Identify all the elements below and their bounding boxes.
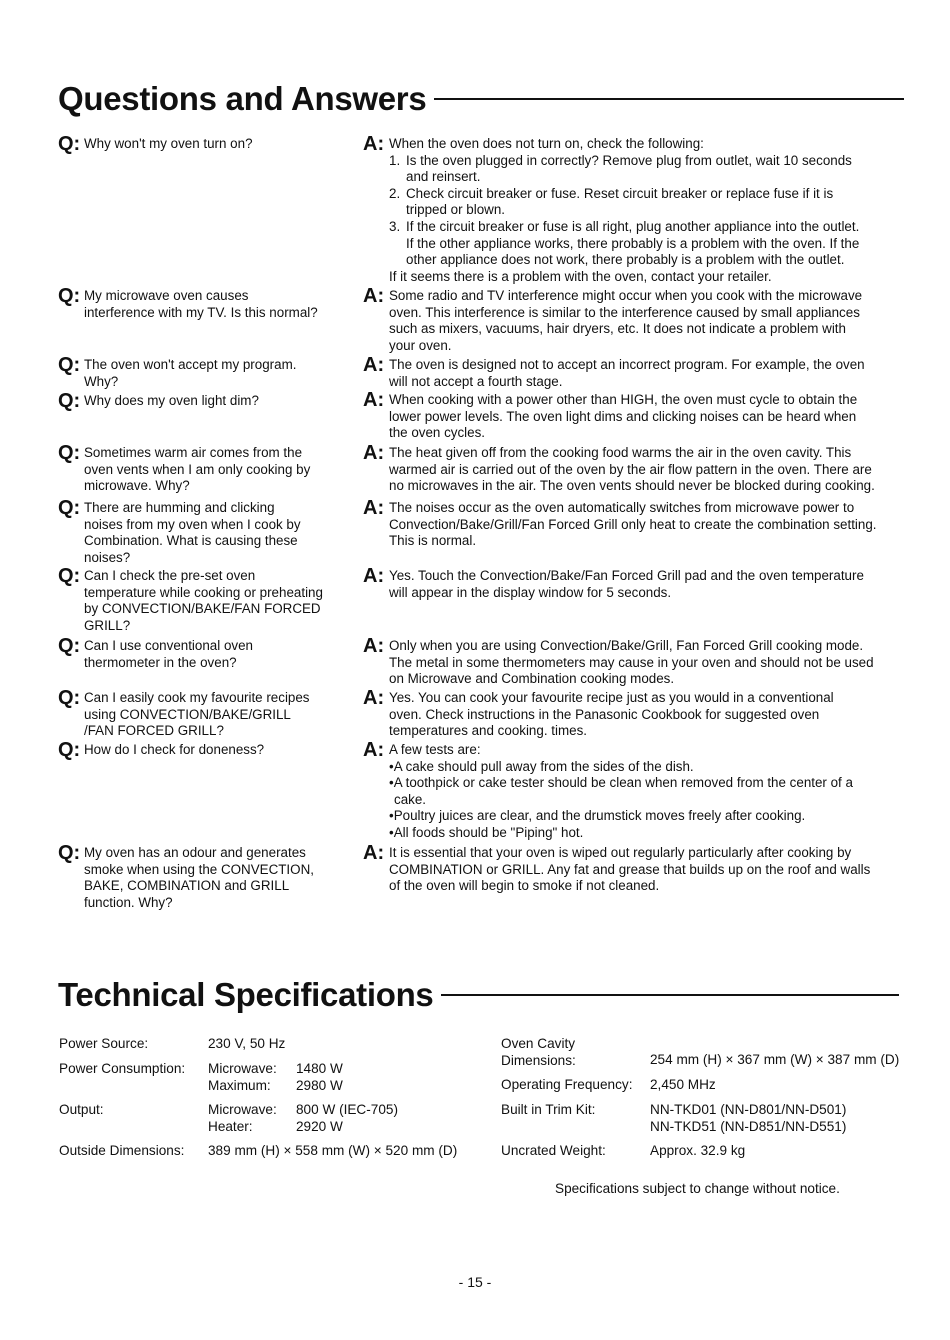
question-11 (58, 842, 358, 911)
answer-2 (363, 285, 923, 354)
answer-8-text: Only when you are using Convection/Bake/Grill, Fan Forced Grill cooking mode. The metal in some thermometers may cause in your oven and should not be used on Microwave and Combination cooking modes. (389, 638, 874, 687)
answer-5 (363, 442, 923, 495)
question-5-text: Sometimes warm air comes from the oven vents when I am only cooking by microwave. Why? (84, 445, 311, 494)
spec-label: Built in Trim Kit: (501, 1102, 596, 1117)
answer-11 (363, 842, 923, 895)
a-mark: A: (363, 442, 385, 464)
question-11-text: My oven has an odour and generates smoke when using the CONVECTION, BAKE, COMBINATION and GRILL function. Why? (84, 845, 314, 910)
spec-value: 254 mm (H) × 367 mm (W) × 387 mm (D) (650, 1052, 900, 1067)
answer-8 (363, 635, 923, 688)
answer-9-text: Yes. You can cook your favourite recipe just as you would in a conventional oven. Check instructions in the Panasonic Cookbook for suggested oven temperatures and cooking. times. (389, 690, 834, 739)
a-mark: A: (363, 635, 385, 657)
answer-5-text: The heat given off from the cooking food warms the air in the oven cavity. This warmed air is carried out of the oven by the air flow pattern in the oven. There are no microwaves in the air. The oven vents should never be blocked during cooking. (389, 445, 875, 494)
q-mark: Q: (58, 497, 81, 519)
question-4 (58, 390, 358, 412)
answer-10-text: A few tests are: •A cake should pull away from the sides of the dish. •A toothpick or cake tester should be clean when removed from the center of a cake. •Poultry juices are clear, and the drumstick moves freely after cooking. •All foods should be "Piping" hot. (389, 742, 923, 842)
checklist-item: 3. If the circuit breaker or fuse is all right, plug another appliance into the outlet. If the other appliance works, there probably is a problem with the oven. If the other appliance does not work, there probably is a problem with the outlet. (389, 218, 860, 268)
a-mark: A: (363, 389, 385, 411)
question-2-text: My microwave oven causes interference with my TV. Is this normal? (84, 288, 318, 320)
q-mark: Q: (58, 842, 81, 864)
answer-1-checklist (389, 153, 923, 269)
q-mark: Q: (58, 390, 81, 412)
a-mark: A: (363, 842, 385, 864)
spec-value: 1480 W 2980 W (296, 1061, 343, 1093)
specs-section-title (58, 976, 899, 1014)
a-mark: A: (363, 739, 385, 761)
answer-1-intro: When the oven does not turn on, check the following: (389, 136, 704, 151)
question-6-text: There are humming and clicking noises from my oven when I cook by Combination. What is causing these noises? (84, 500, 301, 565)
bullet-item: •A cake should pull away from the sides of the dish. (389, 758, 694, 774)
q-mark: Q: (58, 687, 81, 709)
question-1-text: Why won't my oven turn on? (84, 136, 253, 151)
answer-11-text: It is essential that your oven is wiped out regularly particularly after cooking by COMBINATION or GRILL. Any fat and grease that builds up on the roof and walls of the oven will begin to smoke if not cleaned. (389, 845, 871, 894)
specs-title-text: Technical Specifications (58, 976, 434, 1013)
answer-4 (363, 389, 923, 442)
bullet-item: •Poultry juices are clear, and the drumstick moves freely after cooking. (389, 808, 806, 824)
a-mark: A: (363, 133, 385, 155)
spec-value: 800 W (IEC-705) 2920 W (296, 1102, 398, 1134)
spec-label: Uncrated Weight: (501, 1143, 606, 1158)
answer-7-text: Yes. Touch the Convection/Bake/Fan Forced Grill pad and the oven temperature will appear in the display window for 5 seconds. (389, 568, 864, 600)
spec-value: Approx. 32.9 kg (650, 1143, 746, 1158)
a-mark: A: (363, 285, 385, 307)
q-mark: Q: (58, 285, 81, 307)
question-10-text: How do I check for doneness? (84, 742, 265, 757)
answer-2-text: Some radio and TV interference might occur when you cook with the microwave oven. This interference is similar to the interference caused by small appliances such as mixers, vacuums, hair dryers, etc. It does not indicate a problem with your oven. (389, 288, 863, 353)
spec-subnames: Microwave: Maximum: (208, 1061, 277, 1093)
question-7 (58, 565, 358, 634)
a-mark: A: (363, 687, 385, 709)
question-3 (58, 354, 358, 390)
spec-subnames: Microwave: Heater: (208, 1102, 277, 1134)
bullet-item: •All foods should be "Piping" hot. (389, 824, 584, 840)
q-mark: Q: (58, 133, 81, 155)
qa-title-rule (434, 98, 904, 100)
spec-label: Power Source: (59, 1036, 149, 1051)
spec-value: 389 mm (H) × 558 mm (W) × 520 mm (D) (208, 1143, 458, 1158)
spec-label: Oven Cavity Dimensions: (501, 1036, 576, 1068)
q-mark: Q: (58, 442, 81, 464)
a-mark: A: (363, 497, 385, 519)
question-4-text: Why does my oven light dim? (84, 393, 259, 408)
answer-1-outro: If it seems there is a problem with the oven, contact your retailer. (389, 268, 772, 284)
answer-3-text: The oven is designed not to accept an incorrect program. For example, the oven will not accept a fourth stage. (389, 357, 865, 389)
question-10 (58, 739, 358, 761)
checklist-item: 2. Check circuit breaker or fuse. Reset circuit breaker or replace fuse if it is tripped or blown. (389, 185, 834, 218)
qa-title-text: Questions and Answers (58, 80, 427, 117)
spec-label: Power Consumption: (59, 1061, 186, 1076)
question-8-text: Can I use conventional oven thermometer in the oven? (84, 638, 253, 670)
spec-value: 2,450 MHz (650, 1077, 716, 1092)
question-9 (58, 687, 358, 740)
answer-9 (363, 687, 923, 740)
question-3-text: The oven won't accept my program. Why? (84, 357, 297, 389)
answer-1 (363, 133, 923, 285)
checklist-item: 1. Is the oven plugged in correctly? Remove plug from outlet, wait 10 seconds and reinsert. (389, 152, 852, 185)
question-9-text: Can I easily cook my favourite recipes using CONVECTION/BAKE/GRILL /FAN FORCED GRILL? (84, 690, 310, 739)
answer-6 (363, 497, 923, 550)
bullet-item: •A toothpick or cake tester should be clean when removed from the center of a (389, 775, 853, 791)
a-mark: A: (363, 565, 385, 587)
page-number: - 15 - (458, 1274, 492, 1290)
answer-7 (363, 565, 923, 601)
question-5 (58, 442, 358, 495)
spec-value: NN-TKD01 (NN-D801/NN-D501) NN-TKD51 (NN-D851/NN-D551) (650, 1102, 847, 1134)
answer-10 (363, 739, 923, 842)
question-7-text: Can I check the pre-set oven temperature while cooking or preheating by CONVECTION/BAKE/FAN FORCED GRILL? (84, 568, 323, 633)
question-1 (58, 133, 358, 155)
q-mark: Q: (58, 635, 81, 657)
a-mark: A: (363, 354, 385, 376)
question-6 (58, 497, 358, 566)
q-mark: Q: (58, 354, 81, 376)
qa-section-title (58, 80, 904, 118)
specs-title-rule (441, 994, 899, 996)
answer-6-text: The noises occur as the oven automatically switches from microwave power to Convection/Bake/Grill/Fan Forced Grill only heat to create the combination setting. This is normal. (389, 500, 877, 549)
question-2 (58, 285, 358, 321)
spec-value: 230 V, 50 Hz (208, 1036, 286, 1051)
answer-4-text: When cooking with a power other than HIGH, the oven must cycle to obtain the lower power levels. The oven light dims and clicking noises can be heard when the oven cycles. (389, 392, 858, 441)
question-8 (58, 635, 358, 671)
spec-label: Operating Frequency: (501, 1077, 633, 1092)
spec-label: Output: (59, 1102, 104, 1117)
spec-label: Outside Dimensions: (59, 1143, 185, 1158)
answer-3 (363, 354, 923, 390)
q-mark: Q: (58, 739, 81, 761)
q-mark: Q: (58, 565, 81, 587)
specs-footnote: Specifications subject to change without notice. (555, 1181, 840, 1196)
